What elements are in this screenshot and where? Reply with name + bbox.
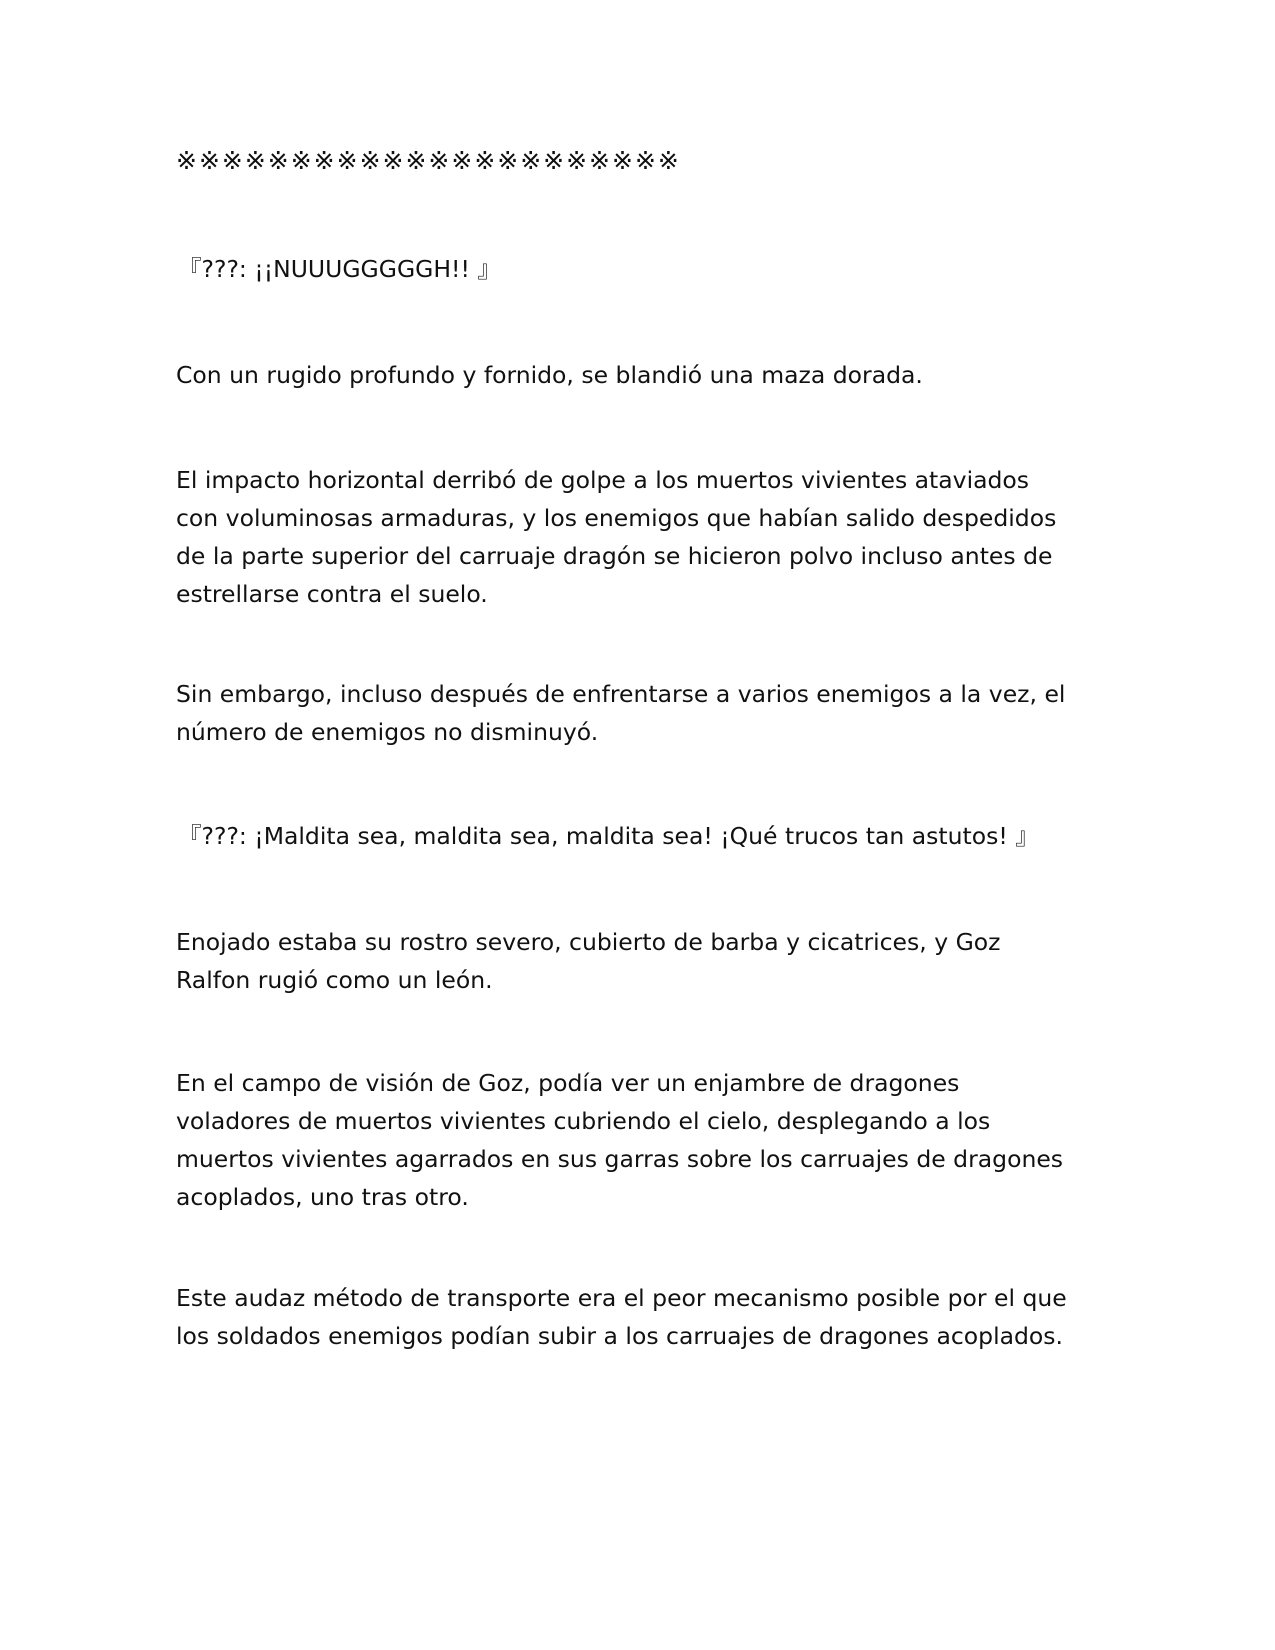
- paragraph: En el campo de visión de Goz, podía ver un enjambre de dragones voladores de muertos vivientes cubriendo el cielo, desplegando a los muertos vivientes agarrados en sus garras sobre los carruajes de dragones acoplados, uno tras otro.: [176, 1069, 1071, 1211]
- dialogue-line: 『???: ¡Maldita sea, maldita sea, maldita sea! ¡Qué trucos tan astutos! 』: [178, 822, 1039, 850]
- scene-separator: ※※※※※※※※※※※※※※※※※※※※※※: [176, 146, 681, 175]
- paragraph: Con un rugido profundo y fornido, se blandió una maza dorada.: [176, 361, 923, 389]
- paragraph: Enojado estaba su rostro severo, cubierto de barba y cicatrices, y Goz Ralfon rugió como un león.: [176, 928, 1008, 994]
- dialogue-line: 『???: ¡¡NUUUGGGGGH!! 』: [178, 255, 501, 283]
- paragraph: El impacto horizontal derribó de golpe a los muertos vivientes ataviados con voluminosas armaduras, y los enemigos que habían salido despedidos de la parte superior del carruaje dragón se hicieron polvo incluso antes de estrellarse contra el suelo.: [176, 466, 1064, 608]
- paragraph: Este audaz método de transporte era el peor mecanismo posible por el que los soldados enemigos podían subir a los carruajes de dragones acoplados.: [176, 1284, 1075, 1350]
- paragraph: Sin embargo, incluso después de enfrentarse a varios enemigos a la vez, el número de enemigos no disminuyó.: [176, 680, 1073, 746]
